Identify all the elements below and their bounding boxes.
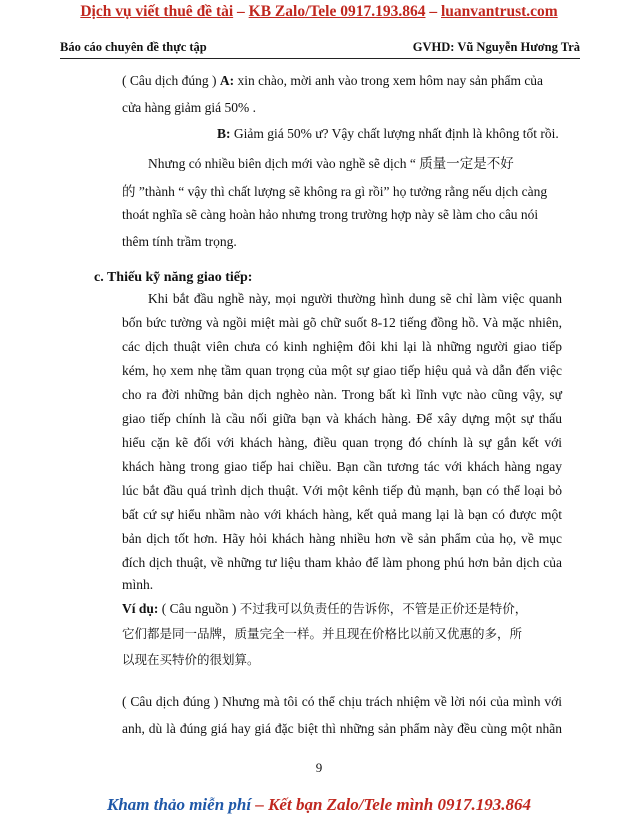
text-line: giao tiếp chính là cầu nối giữa bạn và khách hàng. Để xây dựng một sự thấu	[122, 411, 562, 426]
text-span: ( Câu nguồn )	[158, 601, 240, 616]
text-span: Giảm giá 50% ư? Vậy chất lượng nhất định là không tốt rồi.	[230, 126, 559, 141]
bottom-banner	[0, 795, 638, 815]
text-line: mình.	[122, 577, 154, 592]
text-line: Nhưng có nhiều biên dịch mới vào nghề sẽ dịch “ 质量一定是不好	[148, 156, 514, 171]
example-label: Ví dụ:	[122, 601, 159, 616]
text-line: anh, dù là đúng giá hay giá đặc biệt thì những sản phẩm này đều cùng một nhãn	[122, 721, 562, 736]
banner-separator: –	[233, 3, 249, 20]
zalo-contact-link[interactable]: Kết bạn Zalo/Tele mình 0917.193.864	[268, 795, 531, 814]
text-line: thêm tính trầm trọng.	[122, 234, 237, 249]
free-reference-link[interactable]: Kham thảo miễn phí	[107, 795, 252, 814]
top-banner	[0, 3, 638, 21]
report-title: Báo cáo chuyên đề thực tập	[60, 40, 207, 54]
text-line: bản dịch tốt hơn. Hãy hỏi khách hàng nhiều hơn về sản phẩm của họ, về mục	[122, 531, 562, 546]
banner-website-link[interactable]: luanvantrust.com	[440, 3, 558, 20]
banner-separator: –	[425, 3, 441, 20]
example-line	[122, 599, 527, 617]
text-line: cửa hàng giảm giá 50% .	[122, 100, 257, 115]
banner-service-link[interactable]: Dịch vụ viết thuê đề tài	[80, 3, 234, 20]
text-line: bất cứ sự hiểu nhầm nào với khách hàng, kết quả mang lại là bạn có được một	[122, 507, 562, 522]
text-span: ( Câu dịch đúng )	[122, 73, 220, 88]
text-line: Khi bắt đầu nghề này, mọi người thường hình dung sẽ chỉ làm việc quanh	[148, 291, 562, 306]
section-heading: c. Thiếu kỹ năng giao tiếp:	[94, 270, 253, 285]
text-line: ( Câu dịch đúng ) Nhưng mà tôi có thể chịu trách nhiệm về lời nói của mình với	[122, 694, 562, 709]
source-chinese-text: 它们都是同一品牌，质量完全一样。并且现在价格比以前又优惠的多，所	[122, 626, 523, 641]
speaker-label: B:	[217, 126, 231, 141]
text-line: 的 ”thành “ vậy thì chất lượng sẽ không ra gì rồi” họ tưởng rằng nếu dịch càng	[122, 184, 548, 199]
text-line: khách hàng trong giao tiếp hai chiều. Bạn cần tương tác với khách hàng ngay	[122, 459, 562, 474]
header-divider	[60, 58, 580, 59]
banner-contact-link[interactable]: KB Zalo/Tele 0917.193.864	[248, 3, 426, 20]
text-line	[217, 126, 559, 142]
text-line	[122, 73, 543, 89]
source-chinese-text: 以现在买特价的很划算。	[122, 652, 260, 667]
text-line: hiểu cặn kẽ đối với khách hàng, điều quan trọng đó chính là sự gắn kết với	[122, 435, 562, 450]
speaker-label: A:	[219, 73, 235, 88]
supervisor-name: GVHD: Vũ Nguyễn Hương Trà	[412, 40, 580, 54]
text-span: xin chào, mời anh vào trong xem hôm nay sản phẩm của	[234, 73, 544, 88]
text-line: kém, họ xem nhẹ tầm quan trọng của một sự giao tiếp hiệu quả và dẫn đến việc	[122, 363, 562, 378]
text-line: các dịch thuật viên chưa có kinh nghiệm đôi khi lại là những người giao tiếp	[122, 339, 562, 354]
page-number: 9	[315, 760, 323, 775]
text-line: cho ra đời những bản dịch nghèo nàn. Trong bất kì lĩnh vực nào cũng vậy, sự	[122, 387, 562, 402]
text-line: thoát nghĩa sẽ càng hoàn hảo nhưng trong trường hợp này sẽ làm cho câu nói	[122, 207, 539, 222]
source-chinese-text: 不过我可以负责任的告诉你，不管是正价还是特价，	[239, 601, 528, 616]
text-line: lúc bắt đầu quá trình dịch thuật. Với một kênh tiếp đủ mạnh, bạn có thể loại bỏ	[122, 483, 562, 498]
banner-separator: –	[251, 795, 269, 814]
text-line: bốn bức tường và ngồi miệt mài gõ chữ suốt 8-12 tiếng đồng hồ. Và mặc nhiên,	[122, 315, 562, 330]
text-line: đích dịch thuật, về những tư liệu tham khảo để làm phong phú hơn bản dịch của	[122, 555, 562, 570]
